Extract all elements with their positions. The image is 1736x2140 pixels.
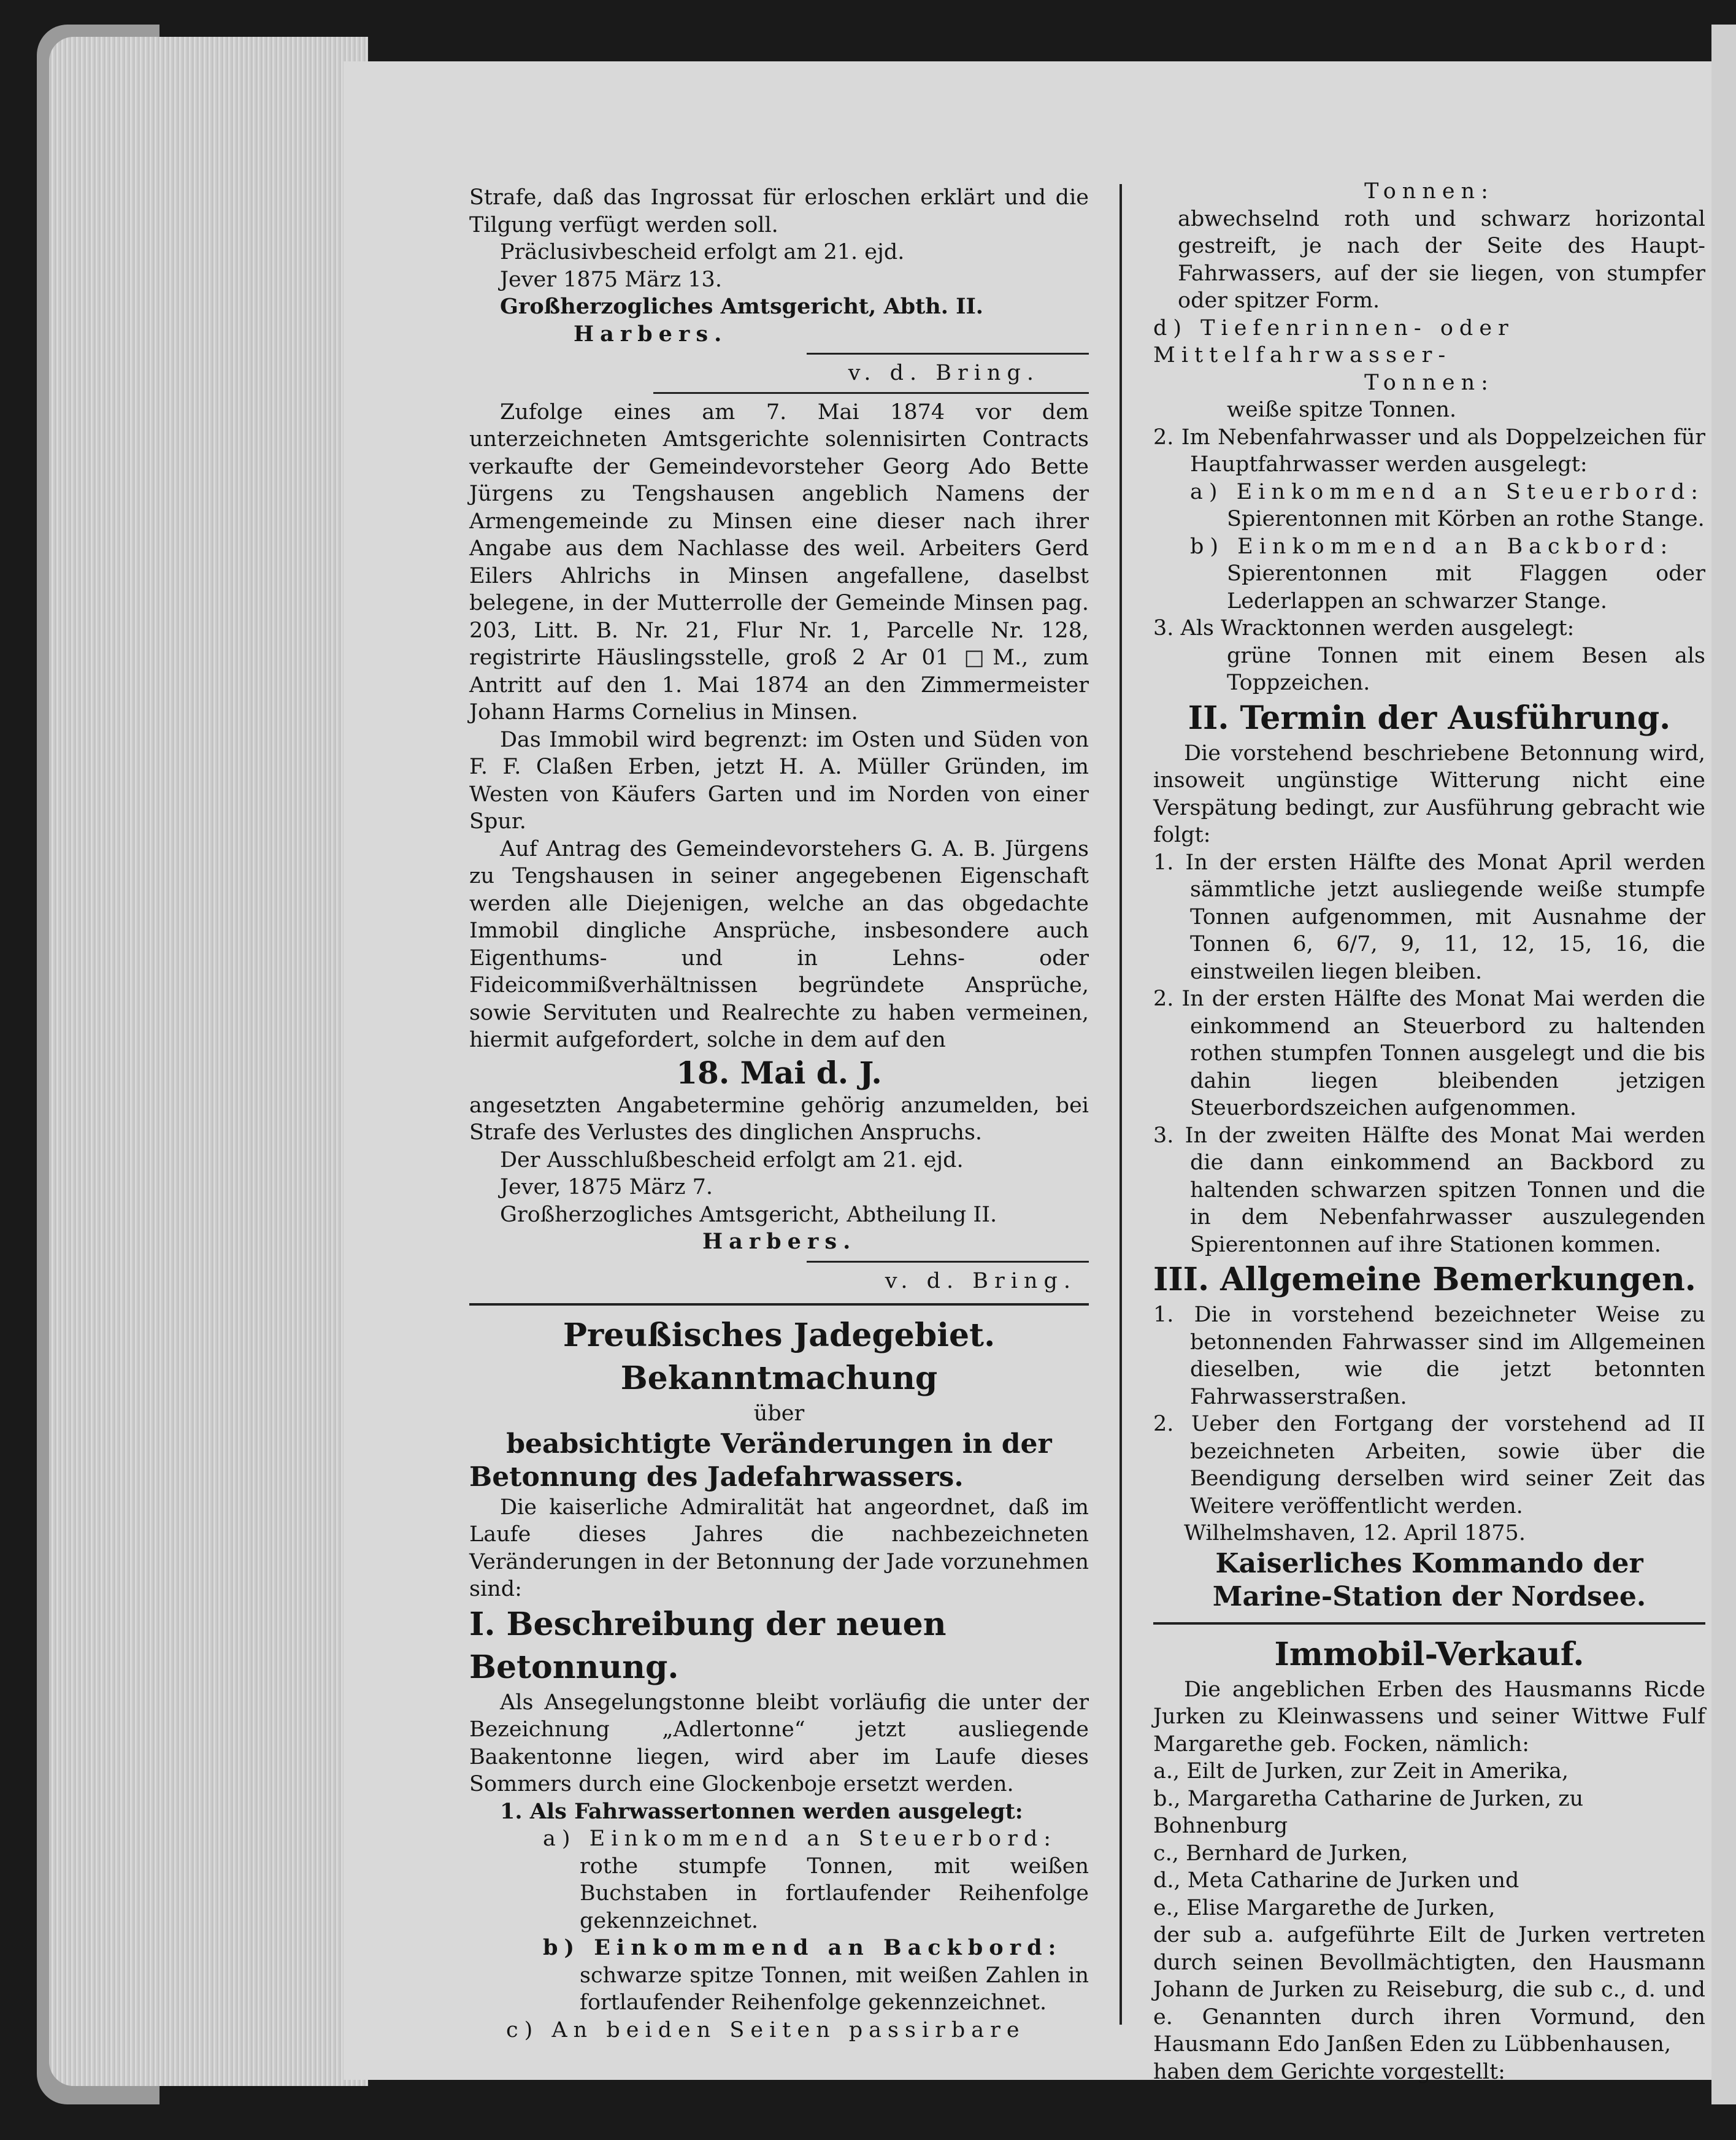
signature-name: Harbers.: [574, 321, 728, 347]
column-divider: [1120, 184, 1122, 2025]
list-item: a) Einkommend an Steuerbord:: [543, 1826, 1058, 1851]
list-item: Spierentonnen mit Flaggen oder Lederlappen an schwarzer Stange.: [1227, 561, 1705, 614]
text-line: Tonnen:: [1364, 370, 1494, 395]
list-item: 3. In der zweiten Hälfte des Monat Mai werden die dann einkommend an Backbord zu haltenden schwarzen spitzen Tonnen und die in dem Nebenfahrwasser auszulegenden Spierentonnen auf ihre Stationen kommen.: [1153, 1123, 1705, 1257]
list-item: 2. In der ersten Hälfte des Monat Mai werden die einkommend an Steuerbord zu haltenden rothen stumpfen Tonnen ausgelegt und die bis dahin liegen bleibenden jetzigen Steuerbordszeichen aufgenommen.: [1153, 987, 1705, 1120]
page-edges: [49, 37, 368, 2086]
text-line: haben dem Gerichte vorgestellt:: [1153, 2059, 1505, 2084]
list-item: c., Bernhard de Jurken,: [1153, 1841, 1408, 1866]
court-name: Großherzogliches Amtsgericht, Abtheilung II.: [500, 1202, 997, 1227]
section-subheading: beabsichtigte Veränderungen in der Betonnung des Jadefahrwassers.: [469, 1428, 1052, 1493]
text-line: Präclusivbescheid erfolgt am 21. ejd.: [500, 240, 905, 264]
list-item: grüne Tonnen mit einem Besen als Toppzeichen.: [1227, 643, 1705, 695]
list-item: 1. In der ersten Hälfte des Monat April werden sämmtliche jetzt ausliegende weiße stumpfe Tonnen aufgenommen, mit Ausnahme der Tonnen 6, 6/7, 9, 11, 12, 15, 16, die einstweilen liegen bleiben.: [1153, 850, 1705, 984]
list-item: c) An beiden Seiten passirbare: [506, 2017, 1026, 2042]
right-column: [1153, 178, 1705, 2085]
text-line: über: [753, 1401, 805, 1426]
section-heading: III. Allgemeine Bemerkungen.: [1153, 1261, 1696, 1298]
list-item: b) Einkommend an Backbord:: [543, 1935, 1062, 1960]
list-item: schwarze spitze Tonnen, mit weißen Zahlen in fortlaufender Reihenfolge gekennzeichnet.: [580, 1963, 1089, 2015]
text-paragraph: der sub a. aufgeführte Eilt de Jurken vertreten durch seinen Bevollmächtigten, den Hausmann Johann de Jurken zu Reiseburg, die sub c., d. und e. Genannten durch ihren Vormund, den Hausmann Edo Janßen Eden zu Lübbenhausen,: [1153, 1923, 1705, 2057]
list-item: a) Einkommend an Steuerbord:: [1190, 479, 1705, 504]
section-heading: Immobil-Verkauf.: [1274, 1635, 1584, 1673]
text-paragraph: Das Immobil wird begrenzt: im Osten und Süden von F. F. Claßen Erben, jetzt H. A. Müller Gründen, im Westen von Käufers Garten und im Norden von einer Spur.: [469, 727, 1089, 834]
text-line: weiße spitze Tonnen.: [1227, 398, 1457, 422]
list-item: Spierentonnen mit Körben an rothe Stange.: [1227, 507, 1705, 531]
section-heading: Preußisches Jadegebiet.: [563, 1317, 996, 1354]
section-heading: II. Termin der Ausführung.: [1188, 699, 1671, 737]
text-line: Der Ausschlußbescheid erfolgt am 21. ejd.: [500, 1147, 964, 1172]
text-paragraph: Die kaiserliche Admiralität hat angeordnet, daß im Laufe dieses Jahres die nachbezeichneten Veränderungen in der Betonnung der Jade vorzunehmen sind:: [469, 1495, 1089, 1601]
court-name: Großherzogliches Amtsgericht, Abth. II.: [500, 294, 983, 319]
left-column: [469, 184, 1089, 2044]
divider: [653, 392, 1089, 394]
text-line: Tonnen:: [1364, 179, 1494, 204]
text-paragraph: angesetzten Angabetermine gehörig anzumelden, bei Strafe des Verlustes des dinglichen Anspruchs.: [469, 1093, 1089, 1145]
text-paragraph: Die angeblichen Erben des Hausmanns Ricde Jurken zu Kleinwassens und seiner Wittwe Fulf Margarethe geb. Focken, nämlich:: [1153, 1677, 1705, 1757]
text-paragraph: Die vorstehend beschriebene Betonnung wird, insoweit ungünstige Witterung nicht eine Verspätung bedingt, zur Ausführung gebracht wie folgt:: [1153, 741, 1705, 847]
section-heading: Bekanntmachung: [620, 1360, 938, 1397]
list-item: e., Elise Margarethe de Jurken,: [1153, 1895, 1496, 1920]
section-heading: I. Beschreibung der neuen Betonnung.: [469, 1605, 947, 1686]
signature-name: v. d. Bring.: [885, 1268, 1077, 1293]
next-page-edge: [1711, 25, 1736, 2104]
text-paragraph: abwechselnd roth und schwarz horizontal gestreift, je nach der Seite des Haupt-Fahrwassers, auf der sie liegen, von stumpfer oder spitzer Form.: [1178, 206, 1705, 313]
list-item: 1. Die in vorstehend bezeichneter Weise zu betonnenden Fahrwasser sind im Allgemeinen dieselben, wie die jetzt betonnten Fahrwasserstraßen.: [1153, 1303, 1705, 1409]
text-paragraph: Zufolge eines am 7. Mai 1874 vor dem unterzeichneten Amtsgerichte solennisirten Contracts verkaufte der Gemeindevorsteher Georg Ado Bette Jürgens zu Tengshausen angeblich Namens der Armengemeinde zu Minsen eine dieser nach ihrer Angabe aus dem Nachlasse des weil. Arbeiters Gerd Eilers Ahlrichs in Minsen angefallene, daselbst belegene, in der Mutterrolle der Gemeinde Minsen pag. 203, Litt. B. Nr. 21, Flur Nr. 1, Parcelle Nr. 128, registrirte Häuslingsstelle, groß 2 Ar 01 □M., zum Antritt auf den 1. Mai 1874 an den Zimmermeister Johann Harms Cornelius in Minsen.: [469, 399, 1089, 725]
list-item: a., Eilt de Jurken, zur Zeit in Amerika,: [1153, 1759, 1569, 1784]
signature-block: Kaiserliches Kommando der Marine-Station der Nordsee.: [1212, 1547, 1646, 1612]
text-paragraph: Als Ansegelungstonne bleibt vorläufig die unter der Bezeichnung „Adlertonne“ jetzt ausliegende Baakentonne liegen, wird aber im Laufe dieses Sommers durch eine Glockenboje ersetzt werden.: [469, 1690, 1089, 1796]
list-item: b., Margaretha Catharine de Jurken, zu Bohnenburg: [1153, 1786, 1584, 1838]
text-paragraph: Auf Antrag des Gemeindevorstehers G. A. B. Jürgens zu Tengshausen in seiner angegebenen Eigenschaft werden alle Diejenigen, welche an das obgedachte Immobil dingliche Ansprüche, insbesondere auch Eigenthums- und in Lehns- oder Fideicommißverhältnissen begründete Ansprüche, sowie Servituten und Realrechte zu haben vermeinen, hiermit aufgefordert, solche in dem auf den: [469, 836, 1089, 1052]
text-line: Jever 1875 März 13.: [500, 267, 722, 292]
date-heading: 18. Mai d. J.: [676, 1054, 882, 1091]
list-item: b) Einkommend an Backbord:: [1190, 534, 1674, 559]
list-item: d) Tiefenrinnen- oder Mittelfahrwasser-: [1153, 315, 1515, 368]
list-item: 3. Als Wracktonnen werden ausgelegt:: [1153, 616, 1575, 641]
list-item: 2. Ueber den Fortgang der vorstehend ad II bezeichneten Arbeiten, sowie über die Beendigung derselben wird seiner Zeit das Weitere veröffentlicht werden.: [1153, 1412, 1705, 1518]
list-item: 2. Im Nebenfahrwasser und als Doppelzeichen für Hauptfahrwasser werden ausgelegt:: [1153, 425, 1705, 477]
text-line: Wilhelmshaven, 12. April 1875.: [1184, 1521, 1526, 1545]
signature-name: v. d. Bring.: [848, 361, 1040, 385]
divider: [807, 1261, 1089, 1263]
list-item: 1. Als Fahrwassertonnen werden ausgelegt:: [500, 1798, 1023, 1824]
text-paragraph: Strafe, daß das Ingrossat für erloschen erklärt und die Tilgung verfügt werden soll.: [469, 185, 1089, 237]
divider: [1153, 1622, 1705, 1625]
list-item: d., Meta Catharine de Jurken und: [1153, 1868, 1519, 1893]
signature-name: Harbers.: [702, 1229, 857, 1254]
text-line: Jever, 1875 März 7.: [500, 1175, 713, 1199]
divider: [807, 353, 1089, 355]
list-item: rothe stumpfe Tonnen, mit weißen Buchstaben in fortlaufender Reihenfolge gekennzeichnet.: [580, 1853, 1089, 1933]
divider: [469, 1303, 1089, 1306]
